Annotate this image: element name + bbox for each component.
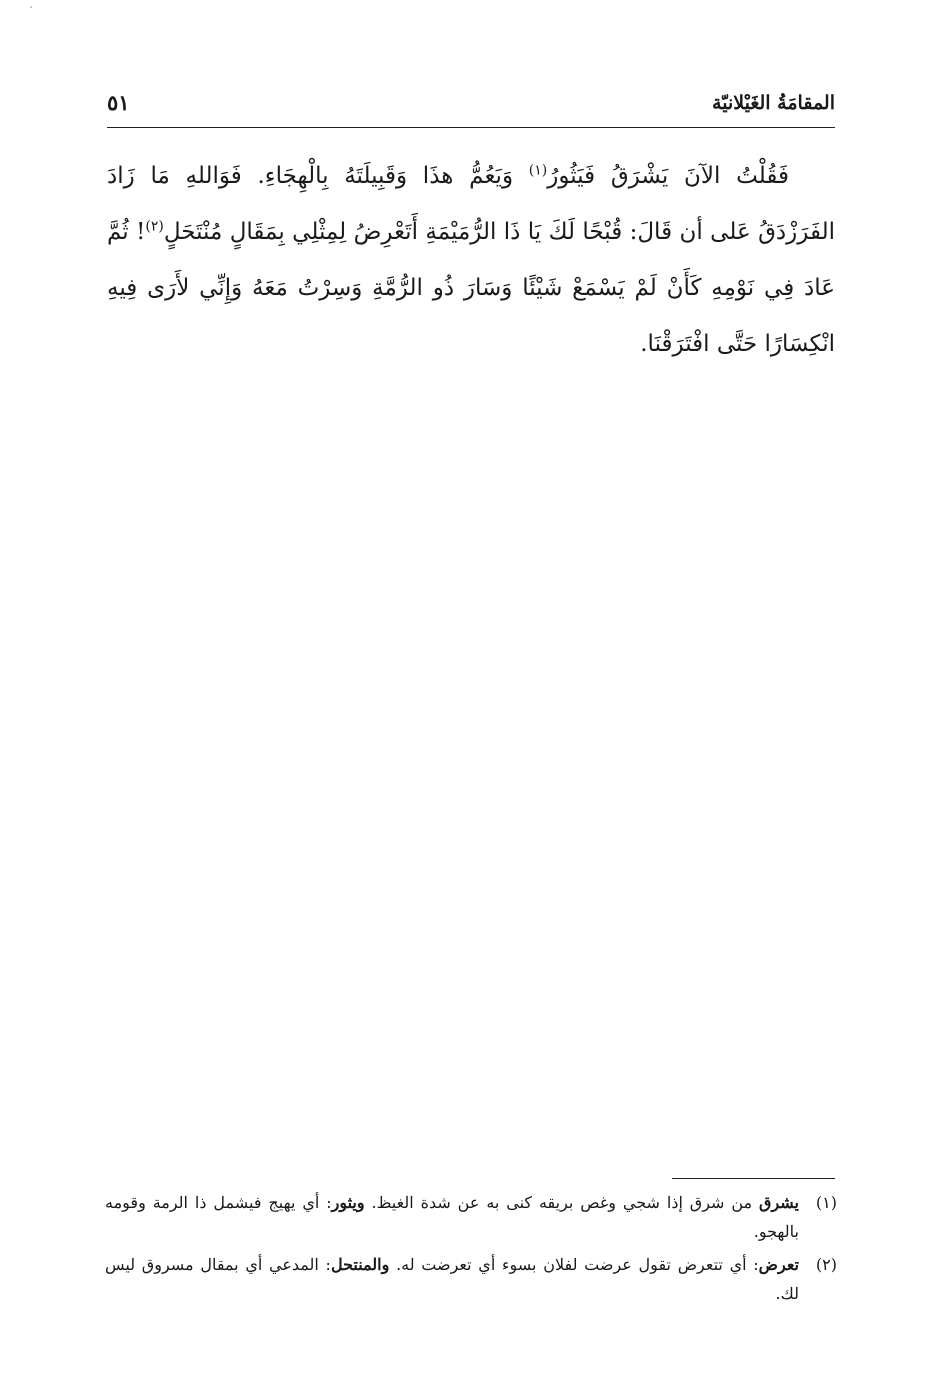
footnote-text: من شرق إذا شجي وغص بريقه كنى به عن شدة الغيظ. xyxy=(364,1193,760,1212)
footnote-term: ويثور xyxy=(331,1193,365,1212)
footnote-ref-2[interactable]: (٢) xyxy=(145,218,164,235)
footnote-text: : أي يهيج فيشمل ذا الرمة وقومه بالهجو. xyxy=(105,1193,799,1241)
body-text-part-1: فَقُلْتُ الآنَ يَشْرَقُ فَيَثُورُ xyxy=(547,163,789,189)
body-paragraph xyxy=(107,148,835,372)
body-text-part-3: ! ثُمَّ عَادَ فِي نَوْمِهِ كَأَنْ لَمْ يَسْمَعْ شَيْئًا وَسَارَ ذُو الرُّمَّةِ وَسِرْتُ مَعَهُ وَإِنِّي لأَرَى فِيهِ انْكِسَارًا حَتَّى افْتَرَقْنَا. xyxy=(107,219,835,357)
footnote-term: تعرض xyxy=(758,1255,799,1274)
footnote-2 xyxy=(105,1250,837,1308)
footnote-ref-1[interactable]: (١) xyxy=(528,162,548,179)
running-title: المقامَةُ الغَيْلانيّة xyxy=(712,92,835,114)
footnote-separator xyxy=(672,1178,835,1179)
footnote-number: (١) xyxy=(815,1193,837,1212)
body-text-part-2: وَيَعُمُّ هذَا وَقَبِيلَتَهُ بِالْهِجَاءِ. فَوَاللهِ مَا زَادَ الفَرَزْدَقُ عَلى أن قَالَ: قُبْحًا لَكَ يَا ذَا الرُّمَيْمَةِ أَتَعْرِضُ لِمِثْلِي بِمَقَالٍ مُنْتَحَلٍ xyxy=(107,163,835,245)
footnote-text: : أي تتعرض تقول عرضت لفلان بسوء أي تعرضت له. xyxy=(389,1255,759,1274)
footnote-term: يشرق xyxy=(759,1193,799,1212)
footnote-number: (٢) xyxy=(815,1255,837,1274)
footnotes xyxy=(105,1188,837,1312)
header-rule xyxy=(107,127,835,128)
page-number: ٥١ xyxy=(107,90,130,115)
footnote-1 xyxy=(105,1188,837,1246)
main-text xyxy=(107,148,835,372)
scan-speck xyxy=(30,6,32,8)
page-header xyxy=(107,88,835,124)
footnote-text: : المدعي أي بمقال مسروق ليس لك. xyxy=(105,1255,799,1303)
footnote-term: والمنتحل xyxy=(330,1255,390,1274)
